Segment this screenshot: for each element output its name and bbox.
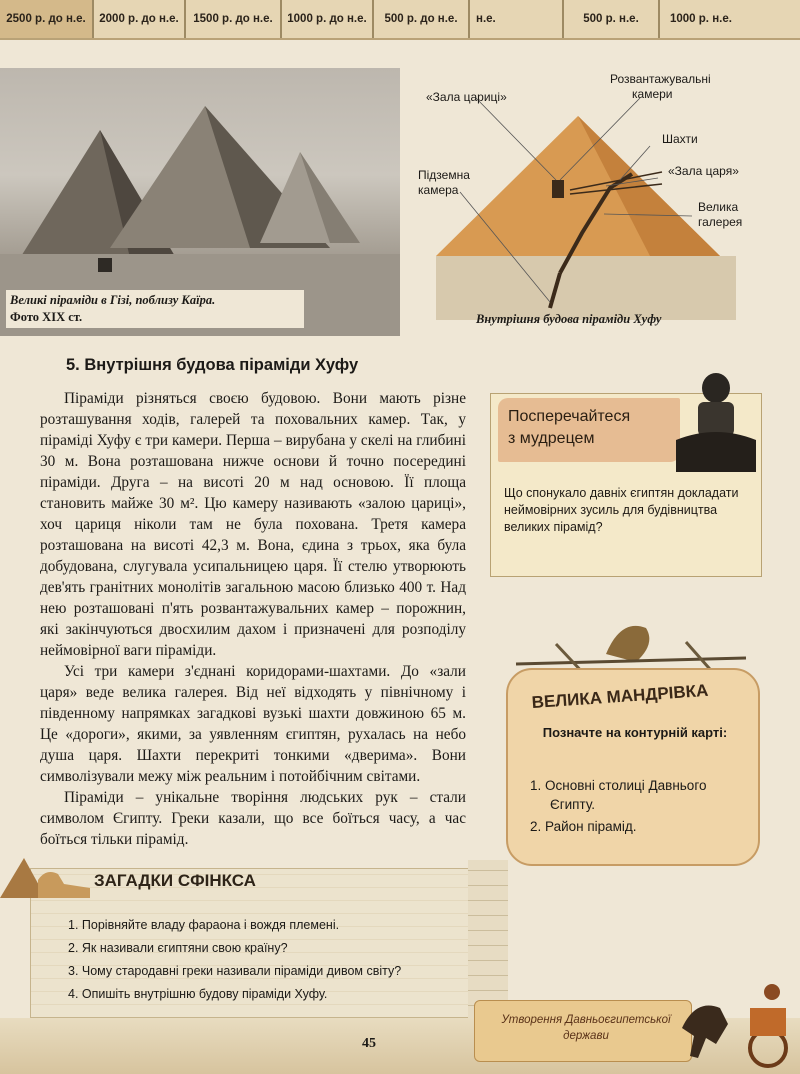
riddles-title: ЗАГАДКИ СФІНКСА bbox=[94, 871, 256, 890]
wise-title-line1: Посперечайтеся bbox=[508, 408, 631, 425]
pyramid-cross-section bbox=[410, 68, 800, 338]
paragraph: Усі три камери з'єднані коридорами-шахтами. До «зали царя» веде велика галерея. Від неї відходять у північному і південному напрямках загадкові вузькі шахти довжиною 65 м. Це «дороги», якими, за уявленням єгиптян, рухалась на небо душа царя. Шахти перекриті тонкими «дверима». Вони символізували межу між реальним і потойбічним світами. bbox=[40, 663, 466, 785]
wise-question: Що спонукало давніх єгиптян докладати неймовірних зусиль для будівництва великих пірамід? bbox=[504, 486, 739, 534]
label-king-chamber: «Зала царя» bbox=[668, 164, 739, 178]
label-relief-chambers-2: камери bbox=[632, 87, 673, 101]
diagram-caption: Внутрішня будова піраміди Хуфу bbox=[476, 312, 662, 326]
list-item: 1. Порівняйте владу фараона і вождя племені. bbox=[68, 918, 340, 932]
timeline-label: 500 р. н.е. bbox=[564, 0, 660, 38]
list-item: 2. Як називали єгиптяни свою країну? bbox=[68, 941, 288, 955]
timeline-label: 2500 р. до н.е. bbox=[0, 0, 94, 38]
main-text bbox=[40, 388, 466, 850]
list-item: 4. Опишіть внутрішню будову піраміди Хуфу. bbox=[68, 987, 328, 1001]
list-item: 1. Основні столиці Давнього Єгипту. bbox=[530, 778, 707, 812]
photo-caption-line2: Фото XIX ст. bbox=[10, 310, 83, 324]
timeline-label: 1500 р. до н.е. bbox=[186, 0, 282, 38]
label-gallery-2: галерея bbox=[698, 215, 743, 229]
section-title: 5. Внутрішня будова піраміди Хуфу bbox=[66, 356, 359, 374]
pyramid-diagram bbox=[410, 68, 800, 338]
label-underground-1: Підземна bbox=[418, 168, 470, 182]
riddles-list bbox=[68, 914, 458, 1006]
great-journey-list bbox=[530, 776, 740, 839]
sphinx-icon bbox=[0, 850, 90, 900]
label-queen-chamber: «Зала цариці» bbox=[426, 90, 507, 104]
chapter-label: Утворення Давньоєгипетської держави bbox=[501, 1014, 671, 1042]
wise-title-line2: з мудрецем bbox=[508, 430, 595, 447]
timeline-label: 2000 р. до н.е. bbox=[94, 0, 186, 38]
paragraph: Піраміди – унікальне творіння людських рук – стали символом Єгипту. Греки казали, що все боїться часу, а час боїться тільки пірамід. bbox=[40, 789, 466, 848]
photo-caption-line1: Великі піраміди в Гізі, поблизу Каїра. bbox=[10, 293, 216, 307]
label-underground-2: камера bbox=[418, 183, 459, 197]
scribe-statue-icon bbox=[668, 368, 764, 478]
chariot-icon bbox=[676, 968, 800, 1074]
brick-wall-decoration bbox=[468, 860, 508, 1020]
great-journey-heading: Позначте на контурній карті: bbox=[542, 725, 728, 740]
label-gallery-1: Велика bbox=[698, 200, 739, 214]
list-item: 3. Чому стародавні греки називали піраміди дивом світу? bbox=[68, 964, 402, 978]
wise-man-title bbox=[498, 398, 680, 462]
timeline-label: 500 р. до н.е. bbox=[374, 0, 470, 38]
paragraph: Піраміди різняться своєю будовою. Вони мають різне розташування ходів, галерей та поховальних камер. Так, у піраміді Хуфу є три камери. Перша – вирубана у скелі на глибині 30 м. Вона розташована нижче основи й точно посередині піраміди. Друга – на висоті 20 м над основою. Її площа становить майже 30 м². Цю камеру називають «залою цариці», хоч цариця ніколи там не була похована. Третя камера розташована на висоті 42,3 м. Вона, єдина з трьох, яка була добудована, слугувала усипальницею царя. Її стелю утворюють дев'ять гранітних монолітів загальною масою близько 400 т. Над нею розташовані п'ять розвантажувальних камер – порожнин, які закінчуються двосхилим дахом і призначені для розподілу неймовірної ваги піраміди. bbox=[40, 390, 466, 659]
timeline-bar bbox=[0, 0, 800, 40]
timeline-label: 1000 р. н.е. bbox=[670, 13, 732, 25]
list-item: 2. Район пірамід. bbox=[530, 819, 637, 834]
timeline-label: 1000 р. до н.е. bbox=[282, 0, 374, 38]
label-shafts: Шахти bbox=[662, 132, 698, 146]
page-number: 45 bbox=[362, 1036, 376, 1051]
photo-caption bbox=[6, 290, 304, 328]
label-relief-chambers-1: Розвантажувальні bbox=[610, 72, 711, 86]
great-journey-banner: ВЕЛИКА МАНДРІВКА bbox=[531, 680, 709, 713]
timeline-label: н.е. bbox=[470, 0, 564, 38]
